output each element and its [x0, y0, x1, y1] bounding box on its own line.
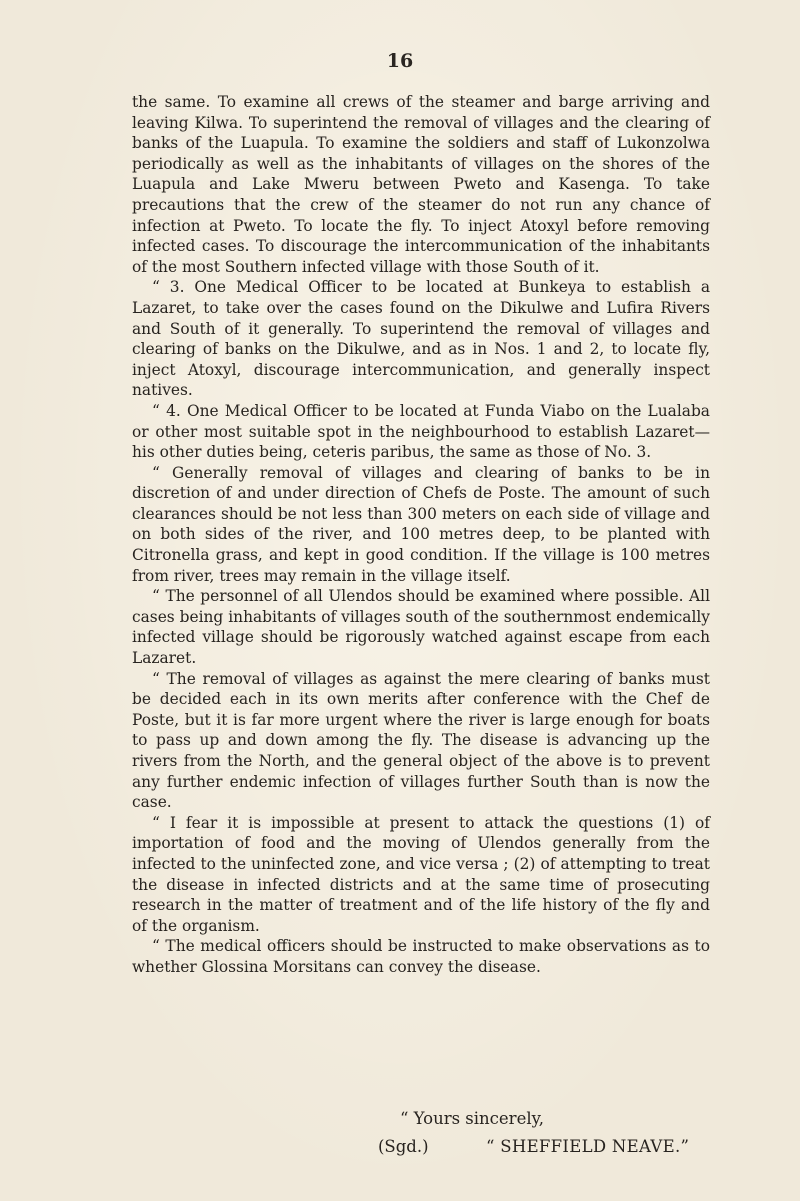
paragraph-item-4: “ 4. One Medical Officer to be located at Funda Viabo on the Lualaba or other most suitable spot in the neighbourhood to establish Lazaret—his other duties being, ceteris paribus, the same as those of No. 3.: [132, 401, 710, 462]
page-number: 16: [386, 50, 414, 72]
signatory-name: “ SHEFFIELD NEAVE.”: [486, 1137, 690, 1156]
paragraph-ulendos-personnel: “ The personnel of all Ulendos should be examined where possible. All cases being inhabitants of villages south of the southernmost endemically infected village should be rigorously watched against escape from each Lazaret.: [132, 587, 710, 668]
paragraph-item-3: “ 3. One Medical Officer to be located at Bunkeya to establish a Lazaret, to take over the cases found on the Dikulwe and Lufira Rivers and South of it generally. To superintend the removal of villages and clearing of banks on the Dikulwe, and as in Nos. 1 and 2, to locate fly, inject Atoxyl, discourage intercommunication, and generally inspect natives.: [132, 278, 710, 400]
paragraph-observations: “ The medical officers should be instructed to make observations as to whether Glossina Morsitans can convey the disease.: [132, 937, 710, 976]
paragraph-removal-decision: “ The removal of villages as against the mere clearing of banks must be decided each in its own merits after conference with the Chef de Poste, but it is far more urgent where the river is large enough for boats to pass up and down among the fly. The disease is advancing up the rivers from the North, and the general object of the above is to prevent any further endemic infection of villages further South than is now the case.: [132, 669, 710, 812]
paragraph-continuation: the same. To examine all crews of the steamer and barge arriving and leaving Kilwa. To superintend the removal of villages and the clearing of banks of the Luapula. To examine the soldiers and staff of Lukonzolwa periodically as well as the inhabitants of villages on the shores of the Luapula and Lake Mweru between Pweto and Kasenga. To take precautions that the crew of the steamer do not run any chance of infection at Pweto. To locate the fly. To inject Atoxyl before removing infected cases. To discourage the intercommunication of the inhabitants of the most Southern infected village with those South of it.: [132, 93, 710, 276]
closing-salutation: “ Yours sincerely,: [400, 1109, 544, 1128]
paragraph-removal-clearing: “ Generally removal of villages and clearing of banks to be in discretion of and under direction of Chefs de Poste. The amount of such clearances should be not less than 300 meters on each side of village and on both sides of the river, and 100 metres deep, to be planted with Citronella grass, and kept in good condition. If the village is 100 metres from river, trees may remain in the village itself.: [132, 463, 710, 585]
letter-body: [132, 92, 710, 978]
paragraph-questions: “ I fear it is impossible at present to attack the questions (1) of importation of food and the moving of Ulendos generally from the infected to the uninfected zone, and vice versa ; (2) of attempting to treat the disease in infected districts and at the same time of prosecuting research in the matter of treatment and of the life history of the fly and of the organism.: [132, 813, 710, 935]
signed-label: (Sgd.): [378, 1137, 429, 1156]
